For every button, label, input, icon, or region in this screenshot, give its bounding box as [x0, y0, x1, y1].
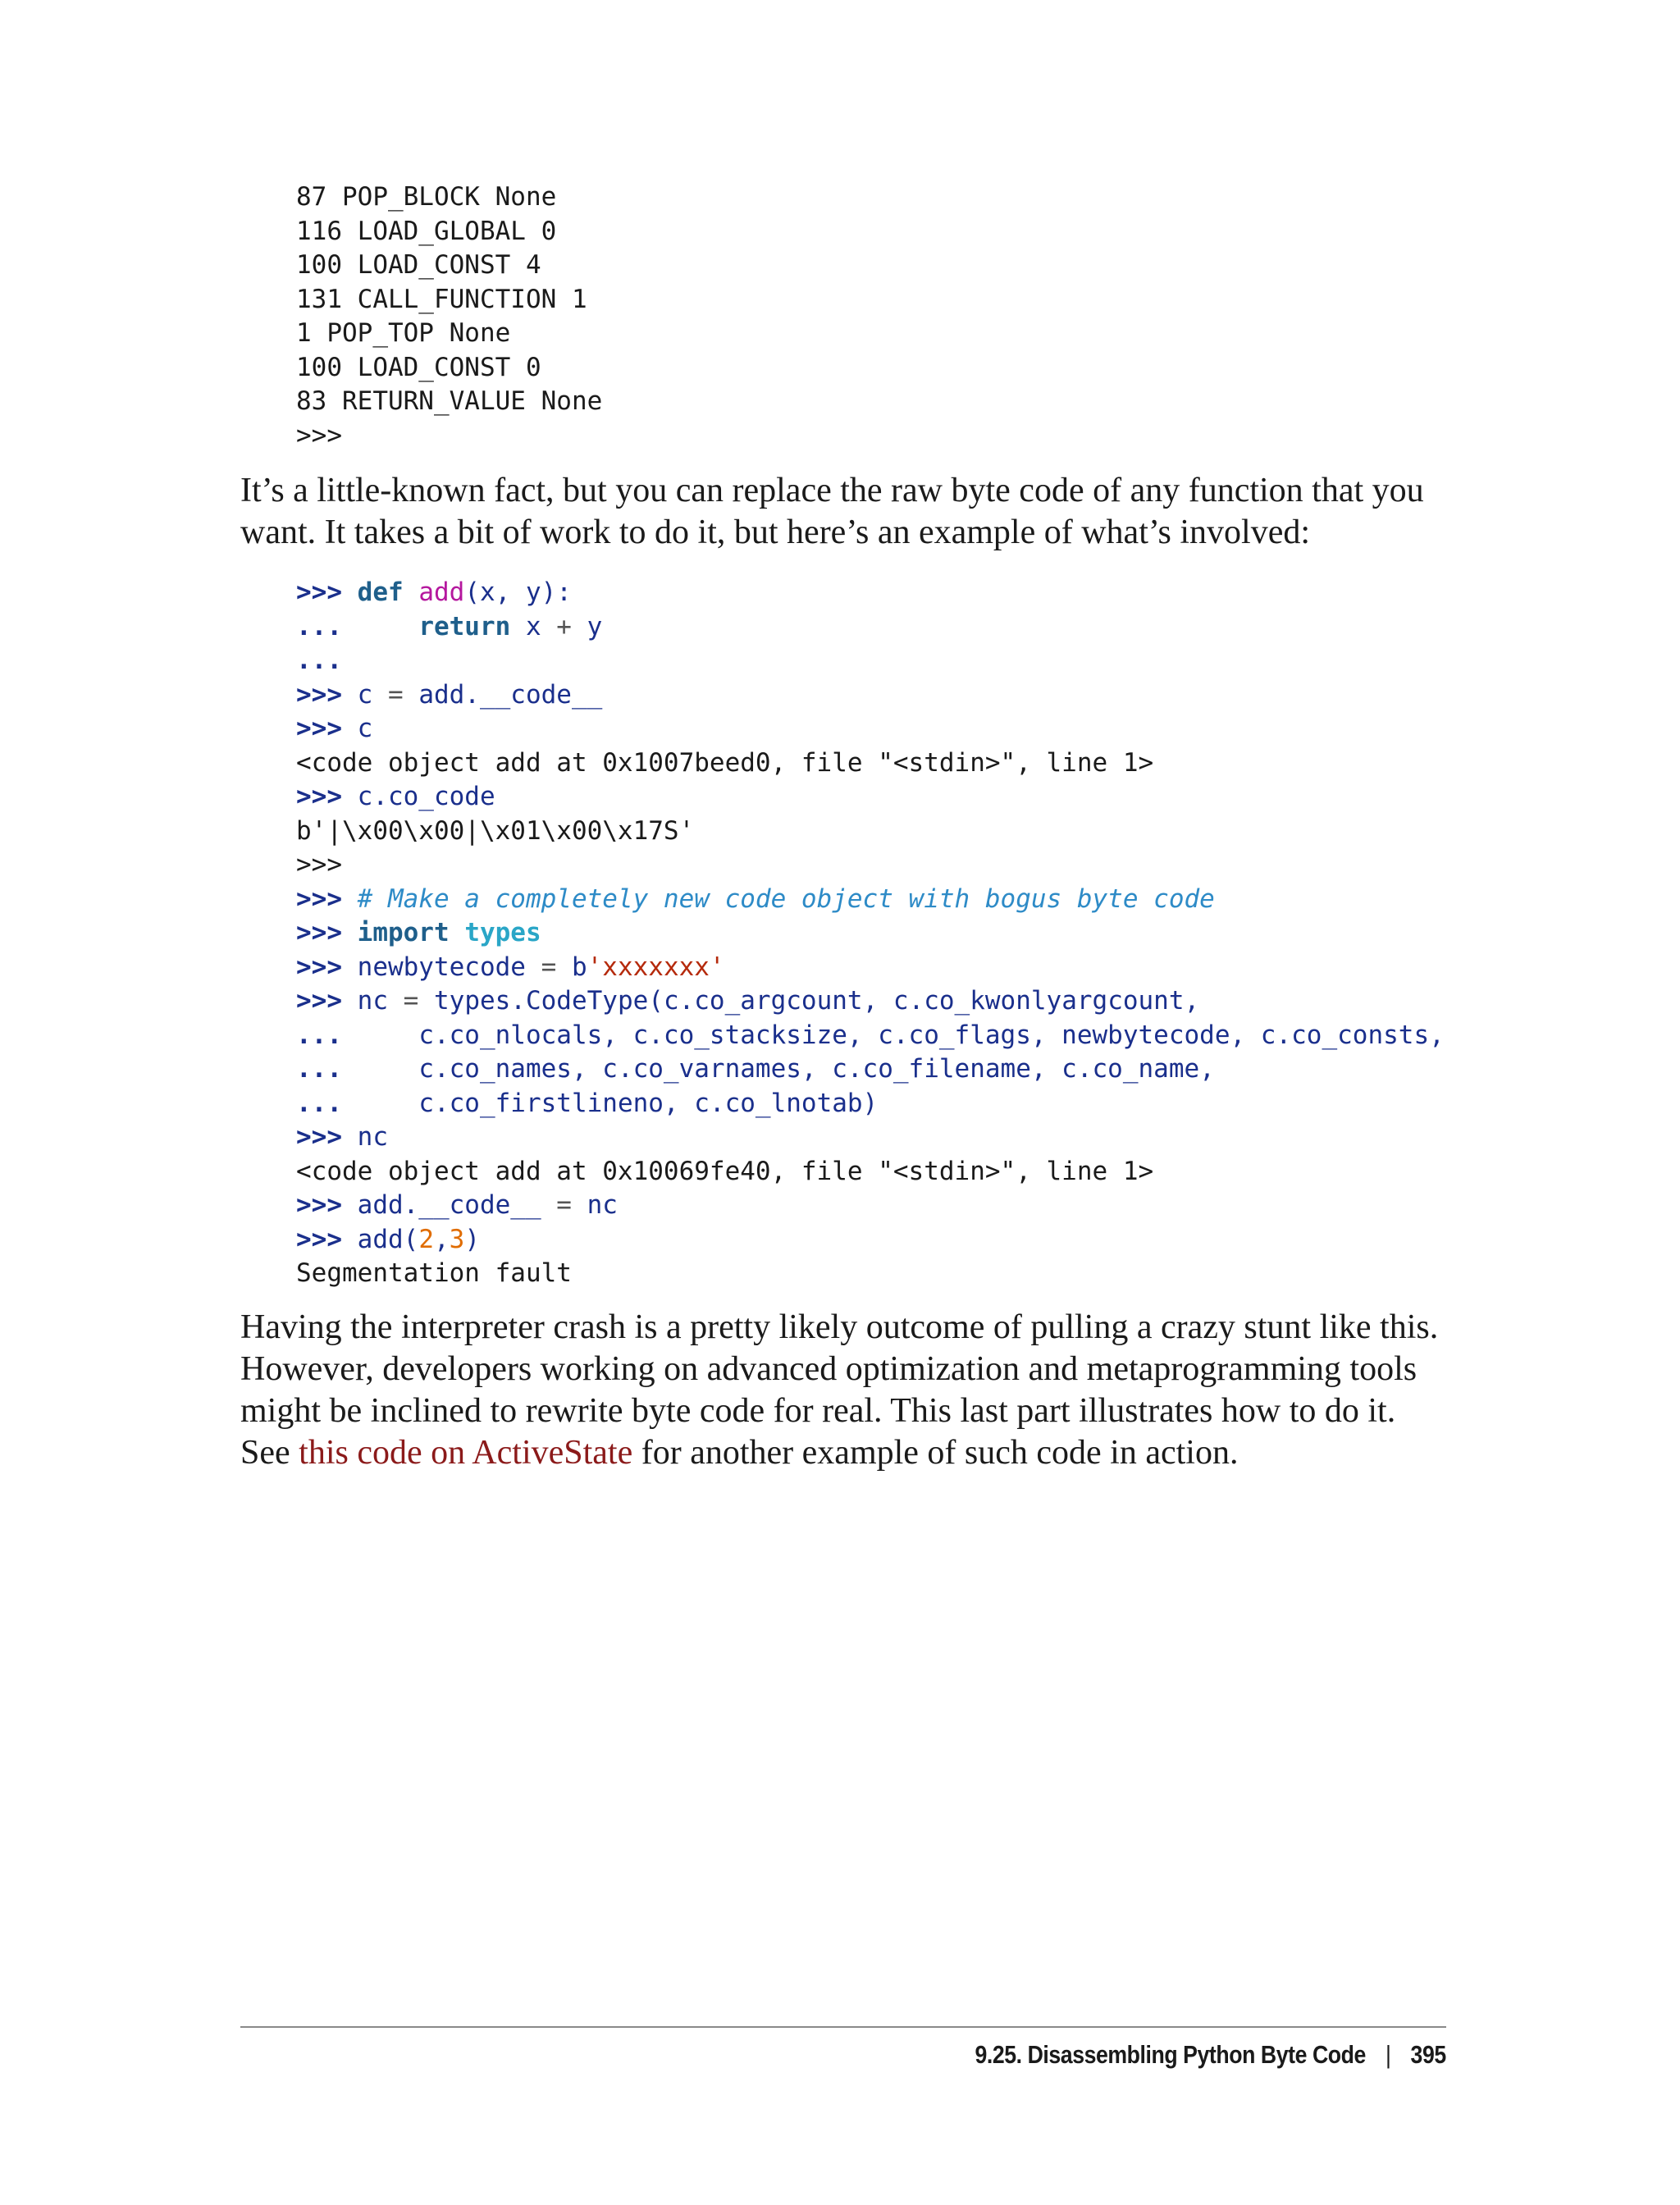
code-token-prompt: ...	[296, 1054, 419, 1084]
code-token-op: +	[556, 611, 572, 641]
code-token-var: c.co_code	[357, 782, 495, 811]
code-token-prompt: >>>	[296, 782, 358, 811]
code-token-out: Segmentation fault	[296, 1258, 572, 1288]
code-token-var: add.__code__	[357, 1190, 557, 1220]
code-line: >>>	[296, 420, 342, 450]
code-line: 116 LOAD_GLOBAL 0	[296, 216, 557, 246]
code-token-var: c.co_nlocals, c.co_stacksize, c.co_flags, newbytecode, c.co_consts,	[418, 1020, 1445, 1050]
paragraph-intro: It’s a little-known fact, but you can replace the raw byte code of any function that you want. It takes a bit of work to do it, but here’s an example of what’s involved:	[240, 472, 1424, 551]
code-token-prompt: >>>	[296, 1190, 358, 1220]
code-token-var: nc	[357, 986, 404, 1016]
code-token-prompt: >>>	[296, 986, 358, 1016]
code-token-var: c	[357, 714, 373, 743]
footer-separator: |	[1386, 2040, 1391, 2069]
code-line: 83 RETURN_VALUE None	[296, 386, 603, 416]
code-token-op: =	[556, 1190, 572, 1220]
code-token-var: x	[510, 611, 557, 641]
code-token-op: =	[541, 952, 557, 982]
code-line: 1 POP_TOP None	[296, 318, 511, 348]
code-token-var: ,	[433, 1224, 450, 1254]
code-line	[296, 1189, 1445, 1223]
code-line	[296, 1121, 1445, 1155]
code-line	[296, 951, 1445, 985]
code-line	[296, 576, 1445, 610]
code-token-prompt: >>>	[296, 679, 358, 710]
code-token-var: c.co_firstlineno, c.co_lnotab)	[418, 1088, 879, 1118]
code-token-var: y	[571, 611, 603, 641]
code-line: 87 POP_BLOCK None	[296, 182, 557, 212]
code-token-var: b	[556, 952, 587, 982]
code-token-kw: return	[418, 611, 511, 641]
code-token-var: newbytecode	[357, 952, 541, 982]
code-line	[296, 1052, 1445, 1087]
code-token-var: types.CodeType(c.co_argcount, c.co_kwonlyargcount,	[418, 986, 1200, 1016]
code-line	[296, 984, 1445, 1019]
code-token-prompt: >>>	[296, 714, 358, 743]
code-block-bytecode-listing	[296, 180, 602, 453]
code-token-out	[450, 918, 465, 947]
activestate-link[interactable]: this code on ActiveState	[299, 1434, 633, 1472]
code-token-var: c	[357, 679, 388, 710]
code-line: 100 LOAD_CONST 4	[296, 250, 541, 280]
code-token-comment: # Make a completely new code object with bogus byte code	[357, 883, 1215, 914]
code-token-var: c.co_names, c.co_varnames, c.co_filename, c.co_name,	[418, 1054, 1215, 1084]
code-token-out: >>>	[296, 850, 342, 879]
footer-divider	[240, 2026, 1446, 2028]
code-token-op: =	[403, 986, 419, 1016]
code-token-fn: add	[418, 578, 465, 607]
code-token-prompt: ...	[296, 646, 342, 675]
code-token-var: (x, y):	[464, 578, 572, 607]
code-token-num: 3	[449, 1224, 465, 1254]
code-line	[296, 848, 1445, 883]
code-token-kw: import	[357, 918, 450, 947]
code-token-prompt: >>>	[296, 1224, 358, 1254]
paragraph-conclusion-text-start: Having the interpreter crash is a pretty likely outcome of pulling a crazy stunt like this. However, developers working on advanced optimization and metaprogramming tools might be inclined to rewrite byte code for real. This last part illustrates how to do it. See	[240, 1308, 1439, 1472]
code-token-prompt: >>>	[296, 952, 358, 982]
code-token-var: add(	[357, 1224, 419, 1254]
code-token-prompt: >>>	[296, 1122, 358, 1152]
code-token-out: <code object add at 0x1007beed0, file "<stdin>", line 1>	[296, 747, 1154, 778]
code-line	[296, 815, 1445, 849]
code-line: 131 CALL_FUNCTION 1	[296, 284, 587, 314]
code-line	[296, 746, 1445, 781]
code-token-var: nc	[357, 1122, 388, 1152]
code-token-out: b'|\x00\x00|\x01\x00\x17S'	[296, 815, 695, 846]
code-line	[296, 1257, 1445, 1291]
code-token-out	[404, 578, 419, 607]
code-line	[296, 610, 1445, 645]
code-block-replace-bytecode	[296, 576, 1445, 1291]
code-line	[296, 712, 1445, 746]
footer-section-title: 9.25. Disassembling Python Byte Code	[975, 2040, 1367, 2069]
code-token-prompt: >>>	[296, 578, 358, 607]
code-token-prompt: >>>	[296, 918, 358, 947]
code-token-prompt: ...	[296, 1088, 419, 1118]
code-line	[296, 916, 1445, 951]
code-token-var: nc	[571, 1190, 618, 1220]
code-token-out: <code object add at 0x10069fe40, file "<stdin>", line 1>	[296, 1156, 1154, 1186]
paragraph-conclusion-text-end: for another example of such code in action.	[632, 1434, 1239, 1472]
code-token-kw: def	[357, 578, 404, 607]
code-line	[296, 780, 1445, 815]
code-token-prompt: >>>	[296, 883, 358, 914]
code-line	[296, 678, 1445, 713]
code-token-module: types	[464, 918, 541, 947]
code-line: 100 LOAD_CONST 0	[296, 352, 541, 382]
code-token-op: =	[387, 679, 404, 710]
code-token-num: 2	[418, 1224, 434, 1254]
code-token-prompt: ...	[296, 1020, 419, 1050]
code-line	[296, 1087, 1445, 1121]
paragraph-conclusion	[240, 1307, 1446, 1474]
code-line	[296, 1155, 1445, 1189]
footer-page-number: 395	[1410, 2040, 1446, 2069]
code-line	[296, 644, 1445, 678]
code-token-var: )	[464, 1224, 480, 1254]
page-footer	[975, 2040, 1446, 2070]
code-token-str: 'xxxxxxx'	[587, 952, 725, 982]
code-line	[296, 883, 1445, 917]
code-token-prompt: ...	[296, 611, 419, 641]
code-token-var: add.__code__	[403, 679, 603, 710]
code-line	[296, 1019, 1445, 1053]
code-line	[296, 1223, 1445, 1258]
